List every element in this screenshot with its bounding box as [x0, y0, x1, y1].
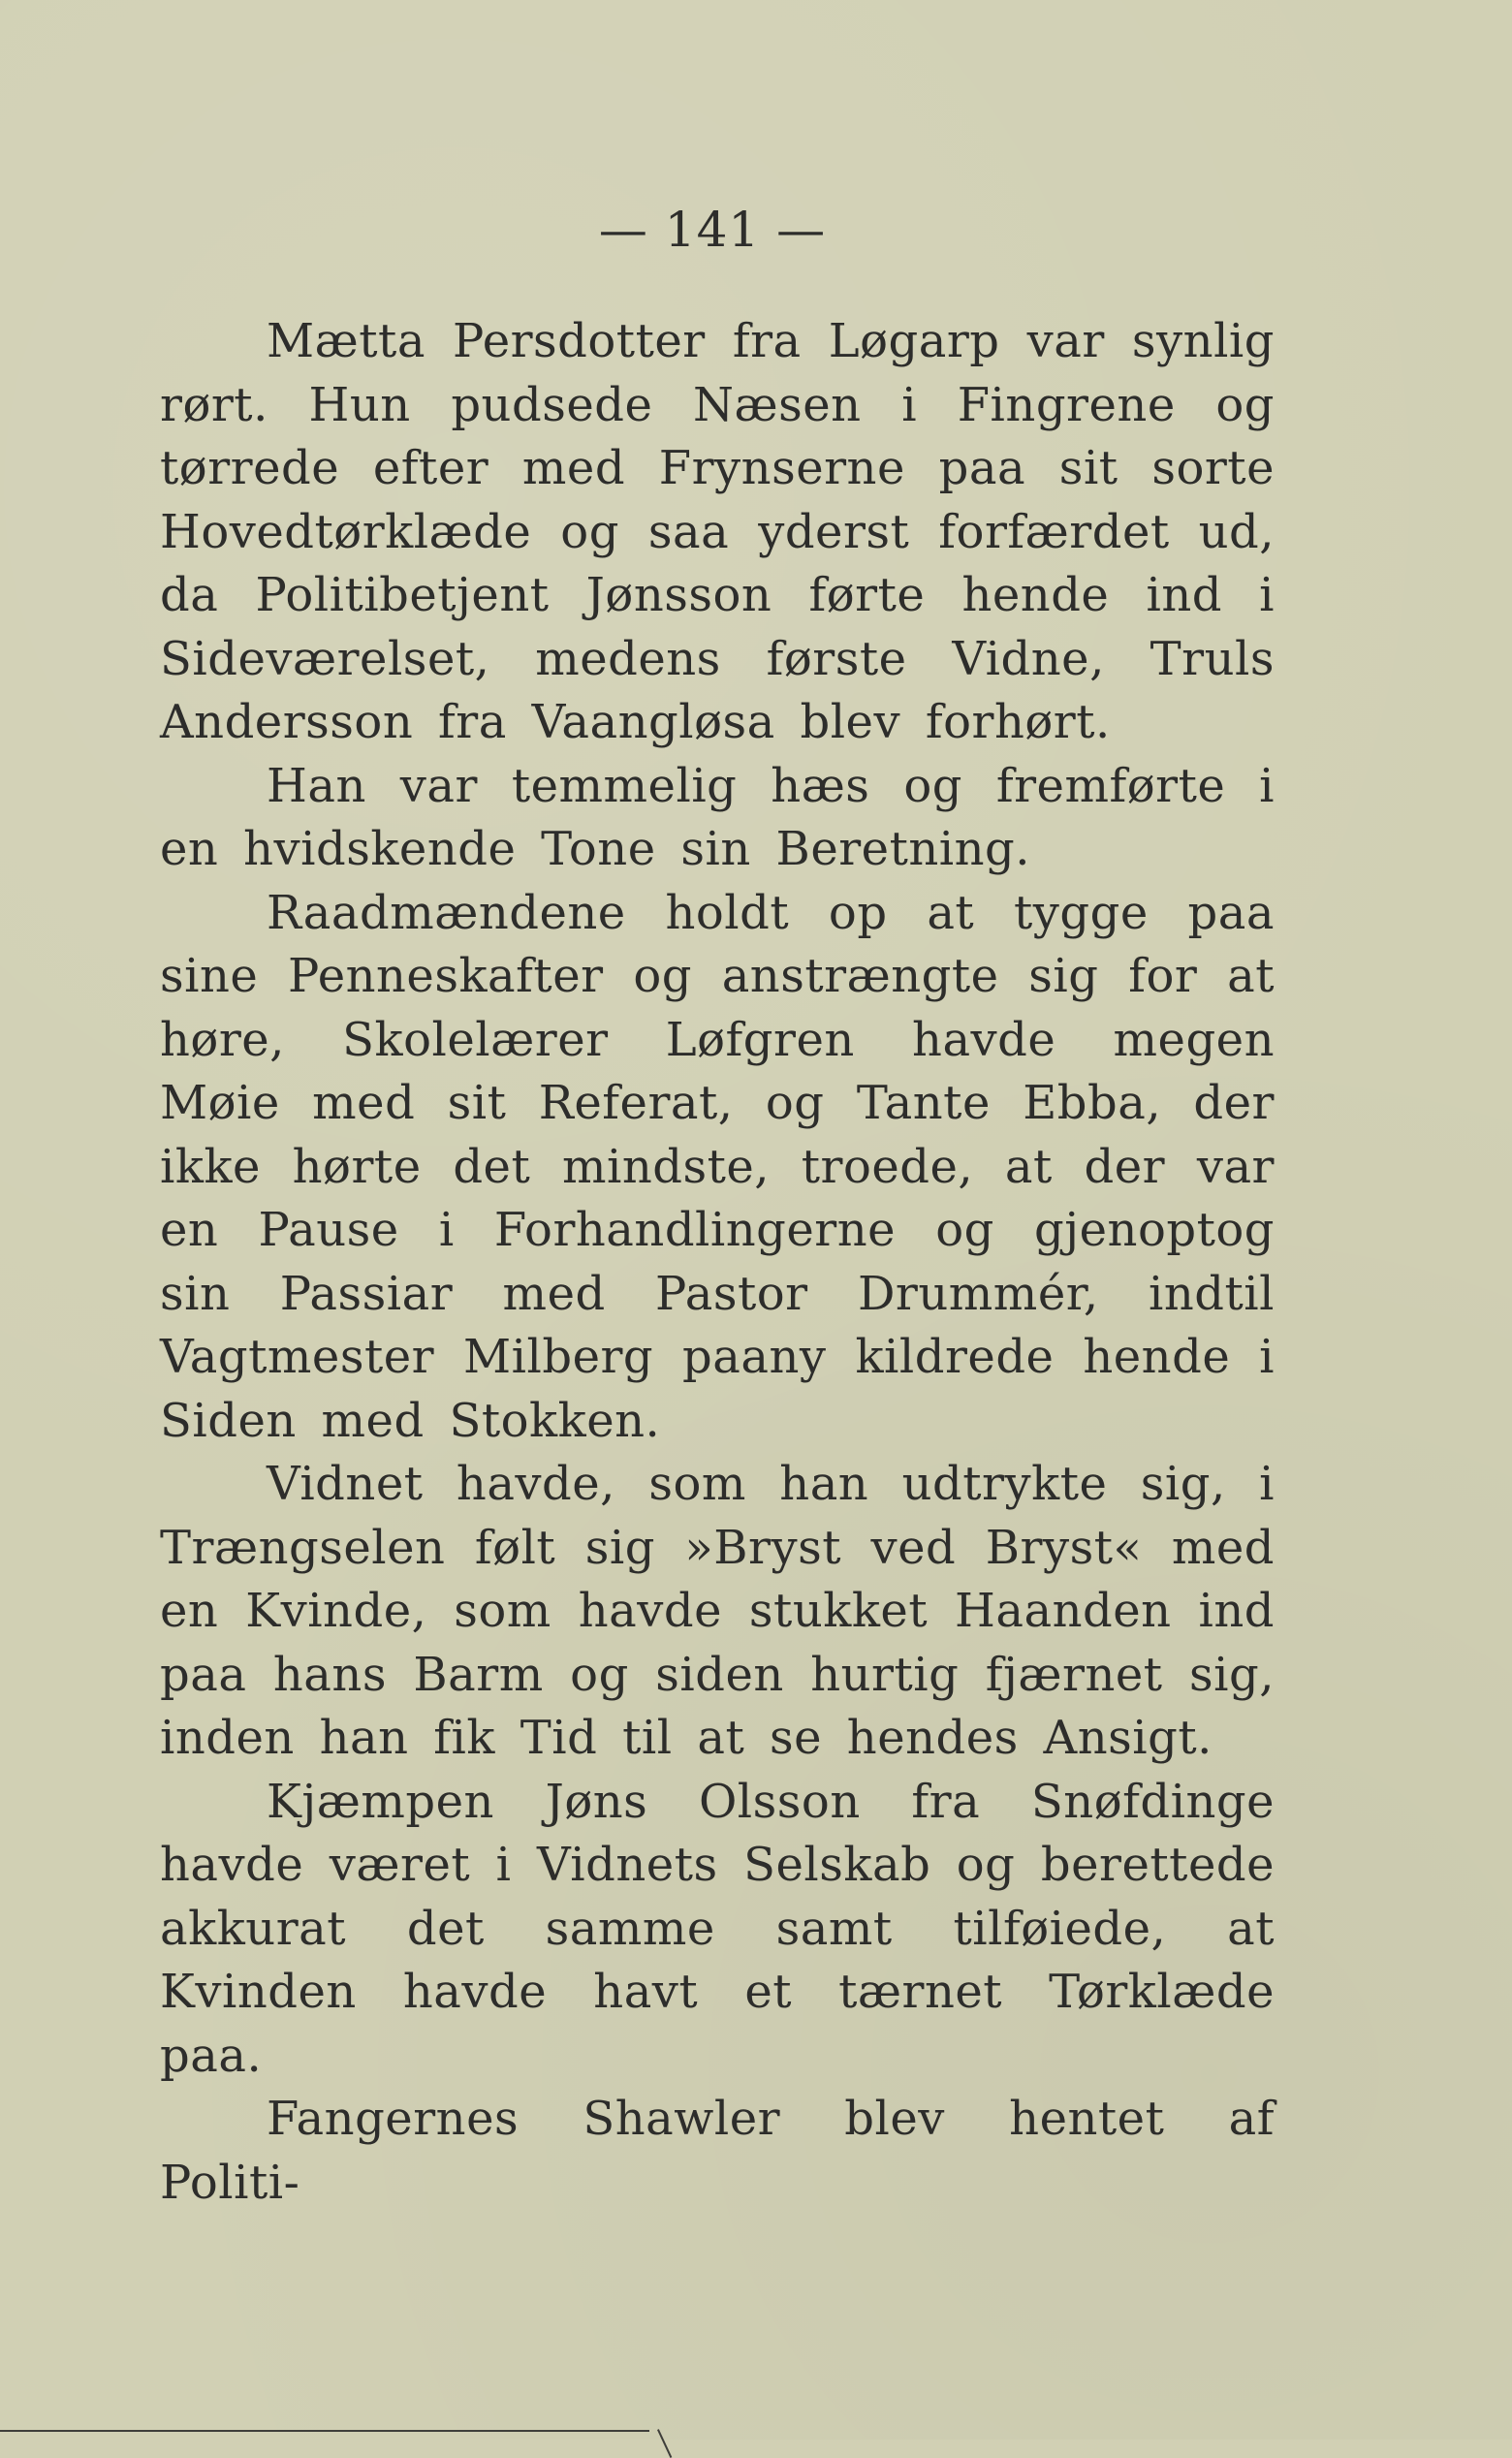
paragraph-3: Raadmændene holdt op at tygge paa sine Penneskafter og anstrængte sig for at høre, Skolelærer Løfgren havde megen Møie med sit Referat, og Tante Ebba, der ikke hørte det mindste, troede, at der var en Pause i Forhandlingerne og gjenoptog sin Passiar med Pastor Drummér, indtil Vagtmester Milberg paany kildrede hende i Siden med Stokken.: [160, 885, 1275, 1448]
page-number: — 141 —: [598, 202, 827, 258]
paragraph-6: Fangernes Shawler blev hentet af Politi-: [160, 2092, 1275, 2210]
bottom-edge-rule: [0, 2430, 649, 2432]
paragraph-5: Kjæmpen Jøns Olsson fra Snøfdinge havde været i Vidnets Selskab og berettede akkurat det samme samt tilføiede, at Kvinden havde havt et tærnet Tørklæde paa.: [160, 1774, 1275, 2083]
body-text: [160, 310, 1275, 2215]
paragraph-4: Vidnet havde, som han udtrykte sig, i Trængselen følt sig »Bryst ved Bryst« med en Kvinde, som havde stukket Haanden ind paa hans Barm og siden hurtig fjærnet sig, inden han fik Tid til at se hendes Ansigt.: [160, 1457, 1275, 1765]
paragraph-1: Mætta Persdotter fra Løgarp var synlig rørt. Hun pudsede Næsen i Fingrene og tørrede efter med Frynserne paa sit sorte Hovedtørklæde og saa yderst forfærdet ud, da Politibetjent Jønsson førte hende ind i Sideværelset, medens første Vidne, Truls Andersson fra Vaangløsa blev forhørt.: [160, 314, 1275, 749]
paragraph-2: Han var temmelig hæs og fremførte i en hvidskende Tone sin Beretning.: [160, 758, 1275, 876]
